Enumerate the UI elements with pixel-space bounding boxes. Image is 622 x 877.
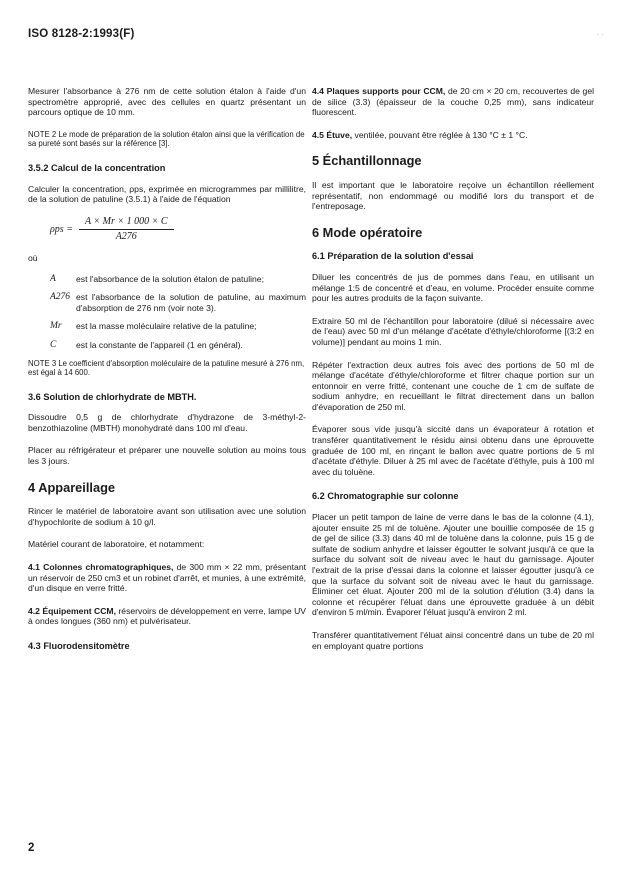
left-column [28,86,306,662]
item-4-1 [28,562,306,594]
item-4-3-title: 4.3 Fluorodensitomètre [28,641,130,651]
paragraph: Matériel courant de laboratoire, et notamment: [28,539,205,550]
formula-lhs: ρps = [50,223,73,235]
section-heading-6-1: 6.1 Préparation de la solution d'essai [312,251,474,262]
item-4-4 [312,86,594,118]
section-heading-4: 4 Appareillage [28,479,116,495]
paragraph: Mesurer l'absorbance à 276 nm de cette solution étalon à l'aide d'un spectromètre approprié, avec des cellules en quartz présentant un parcours optique de 10 mm. [28,86,306,118]
definition-symbol: A276 [50,292,71,303]
item-4-4-text: de 20 cm × 20 cm, recouvertes de gel de silice (3.3) (épaisseur de la couche 0,25 mm), sans indicateur fluorescent. [312,86,595,118]
paragraph: Répéter l'extraction deux autres fois avec des portions de 50 ml de mélange d'acétate d'éthyle/chloroforme et filtrer chaque portion sur un entonnoir en verre fritté, contenant une couche de 1 cm de sulfate de sodium anhydre, en recueillant le filtrat directement dans un ballon d'évaporation de 250 ml. [312,359,594,412]
definition-symbol: C [50,339,57,350]
definition-text: est l'absorbance de la solution étalon de patuline; [76,273,264,284]
note-2: NOTE 2 Le mode de préparation de la solution étalon ainsi que la vérification de sa pureté sont basés sur la référence [3]. [28,129,305,149]
item-4-5 [312,130,594,141]
note-3: NOTE 3 Le coefficient d'absorption moléculaire de la patuline mesuré à 276 nm, est égal à 14 600. [28,358,305,378]
corner-mark: · · [596,30,604,39]
paragraph: Placer un petit tampon de laine de verre dans le bas de la colonne (4.1), ajouter ensuite 25 ml de toluène. Ajouter une bouillie composée de 15 g de gel de silice (3.3) dans 40 ml de toluène dans la colonne, puis 15 g de sulfate de sodium anhydre et laisser égoutter le solvant jusqu'à ce que la surface du solvant soit de niveau avec le haut du garnissage. Ajouter l'extrait de la prise d'essai dans la colonne et laisser égoutter jusqu'à ce que la surface du solvant soit de niveau avec le haut du garnissage. Éliminer cet éluat. Ajouter 200 ml de la solution d'élution (3.4) dans la colonne et récupérer l'éluat dans une éprouvette graduée à un débit d'environ 5 ml/min. Évaporer l'éluat jusqu'à environ 2 ml. [312,512,594,618]
formula-denominator: A276 [115,231,137,243]
section-heading-6: 6 Mode opératoire [312,224,423,240]
paragraph: Diluer les concentrés de jus de pommes dans l'eau, en utilisant un mélange 1:5 de concentré et d'eau, en volume. Procéder ensuite comme pour les autres produits de la façon suivante. [312,271,594,304]
paragraph: Placer au réfrigérateur et préparer une nouvelle solution au moins tous les 3 jours. [28,445,306,467]
right-column [312,86,594,663]
item-4-2-title: 4.2 Équipement CCM, [28,605,116,616]
definition-item [28,292,306,313]
definition-item [28,340,306,351]
item-4-2 [28,606,306,627]
item-4-1-title: 4.1 Colonnes chromatographiques, [28,562,174,573]
where-label: où [28,252,38,263]
formula-fraction [79,217,174,243]
document-header: ISO 8128-2:1993(F) [28,28,135,40]
paragraph: Transférer quantitativement l'éluat ainsi concentré dans un tube de 20 ml en employant quatre portions [312,629,594,651]
definition-item [28,321,306,332]
definition-text: est l'absorbance de la solution de patuline, au maximum d'absorption de 276 nm (voir note 3). [76,292,306,313]
definition-symbol: A [50,273,56,284]
page-number: 2 [28,842,35,854]
section-heading-5: 5 Échantillonnage [312,153,422,169]
item-4-4-title: 4.4 Plaques supports pour CCM, [312,86,446,96]
paragraph: Rincer le matériel de laboratoire avant son utilisation avec une solution d'hypochlorite de sodium à 10 g/l. [28,506,306,527]
section-heading-3-5-2: 3.5.2 Calcul de la concentration [28,162,166,173]
section-heading-6-2: 6.2 Chromatographie sur colonne [312,491,459,502]
definition-text: est la masse moléculaire relative de la patuline; [76,321,257,332]
paragraph: Calculer la concentration, ρps, exprimée en microgrammes par millilitre, de la solution de patuline (3.5.1) à l'aide de l'équation [28,183,306,205]
item-4-5-text: ventilée, pouvant être réglée à 130 °C ± 1 °C. [354,129,528,140]
definition-text: est la constante de l'appareil (1 en général). [76,339,243,350]
formula-numerator: A × Mr × 1 000 × C [79,217,174,231]
item-4-1-text: de 300 mm × 22 mm, présentant un réservoir de 250 cm3 et un robinet d'arrêt, et munies, à une extrémité, d'un disque en verre fritté. [28,562,307,594]
concentration-formula [50,217,306,243]
item-4-5-title: 4.5 Étuve, [312,129,353,140]
paragraph: Dissoudre 0,5 g de chlorhydrate d'hydrazone de 3-méthyl-2-benzothiazoline (MBTH) monohydraté dans 100 ml d'eau. [28,412,306,433]
section-heading-3-6: 3.6 Solution de chlorhydrate de MBTH. [28,391,197,402]
paragraph: Évaporer sous vide jusqu'à siccité dans un évaporateur à rotation et transférer quantitativement le résidu ainsi obtenu dans une éprouvette graduée de 100 ml, en rinçant le ballon avec quatre portions de 5 ml d'acétate d'éthyle. Diluer à 25 ml avec de l'acétate d'éthyle, puis à 100 ml avec du toluène. [312,424,594,477]
definition-symbol: Mr [50,321,62,332]
definition-item [28,274,306,285]
item-4-2-text: réservoirs de développement en verre, lampe UV à ondes longues (360 nm) et pulvérisateur. [28,605,307,627]
paragraph: Il est important que le laboratoire reçoive un échantillon réellement représentatif, non endommagé ou modifié lors du transport et de l'entreposage. [312,179,594,212]
paragraph: Extraire 50 ml de l'échantillon pour laboratoire (dilué si nécessaire avec de l'eau) avec 50 ml d'un mélange d'acétate d'éthyle/chloroforme [(3:2 en volume)] pendant au moins 1 min. [312,315,594,347]
